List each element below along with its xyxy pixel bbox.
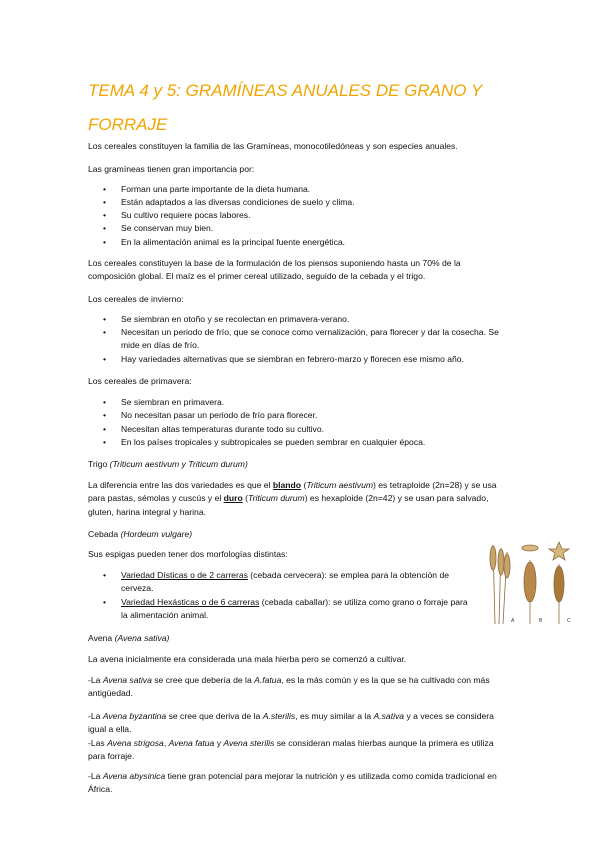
list-item (121, 569, 471, 596)
page-title: TEMA 4 y 5: GRAMÍNEAS ANUALES DE GRANO Y FORRAJE (88, 81, 482, 134)
fig-label-b: B (539, 618, 543, 624)
list-item: No necesitan pasar un periodo de frío para florecer. (121, 410, 318, 420)
avena-text: se cree que debería de la (151, 675, 255, 685)
trigo-latin-aestivum: Triticum aestivum (306, 480, 374, 490)
intro-paragraph: Los cereales constituyen la familia de las Gramíneas, monocotiledóneas y son especies anuales. (88, 141, 458, 151)
avena-text: , (163, 738, 169, 748)
trigo-text: La diferencia entre las dos variedades es que el (88, 480, 271, 490)
list-item (121, 596, 471, 623)
bullet: • (103, 597, 107, 607)
bullet: • (103, 327, 107, 337)
avena-latin: (Avena sativa) (114, 633, 170, 643)
avena-text: -La (88, 771, 103, 781)
avena-text: y (214, 738, 224, 748)
fig-label-a: A (511, 618, 515, 624)
avena-heading (88, 632, 508, 645)
trigo-paragraph (88, 479, 508, 519)
avena-latin-sativa: Avena sativa (102, 675, 152, 685)
avena-latin-sativa: A.sativa (373, 711, 405, 721)
list-item: Necesitan altas temperaturas durante todo su cultivo. (121, 424, 325, 434)
avena-text: , es muy similar a la (295, 711, 374, 721)
avena-text: -Las (88, 738, 108, 748)
avena-abysinica-paragraph (88, 770, 508, 797)
bullet: • (103, 437, 107, 447)
list-item: Necesitan un periodo de frío, que se conoce como vernalización, para florecer y dar la cosecha. Se mide en días de frío. (121, 327, 499, 351)
trigo-duro: duro (223, 493, 243, 504)
barley-illustration (481, 540, 576, 625)
bullet: • (103, 237, 107, 247)
list-item: Su cultivo requiere pocas labores. (121, 210, 251, 220)
avena-latin-strigosa: Avena strigosa (107, 738, 164, 748)
list-item: Se siembran en otoño y se recolectan en primavera-verano. (121, 314, 350, 324)
cebada-latin: (Hordeum vulgare) (120, 529, 193, 539)
pienso-paragraph: Los cereales constituyen la base de la formulación de los piensos suponiendo hasta un 70% de la composición global. El maíz es el primer cereal utilizado, seguido de la cebada y el trigo. (88, 258, 461, 282)
avena-byzantina-paragraph (88, 710, 508, 737)
bullet: • (103, 354, 107, 364)
bullet: • (103, 424, 107, 434)
variety-text: (cebada cervecera): se emplea para la obtención de cerveza. (121, 570, 450, 594)
importance-heading: Las gramíneas tienen gran importancia por: (88, 164, 255, 174)
avena-latin-sterilis: A.sterilis (262, 711, 296, 721)
variety-text: (cebada caballar): se utiliza como grano o forraje para la alimentación animal. (121, 597, 468, 621)
fig-label-c: C (567, 618, 571, 624)
avena-text: se consideran malas hierbas aunque la primera es utiliza para forraje. (88, 738, 494, 762)
cebada-heading (88, 528, 508, 541)
avena-latin-sterilis: Avena sterilis (223, 738, 275, 748)
winter-heading: Los cereales de invierno: (88, 294, 184, 304)
variety-hexasticas: Variedad Hexásticas o de 6 carreras (121, 597, 260, 607)
bullet: • (103, 397, 107, 407)
bullet: • (103, 410, 107, 420)
avena-strigosa-paragraph (88, 737, 508, 764)
list-item: Hay variedades alternativas que se siembran en febrero-marzo y florecen ese mismo año. (121, 354, 464, 364)
trigo-latin: (Triticum aestivum y Triticum durum) (109, 459, 248, 469)
list-item: Se conservan muy bien. (121, 223, 214, 233)
spring-heading: Los cereales de primavera: (88, 376, 192, 386)
bullet: • (103, 197, 107, 207)
trigo-text: ) es tetraploide (2n=28) y se usa para pastas, sémolas y cuscús y el (88, 480, 497, 504)
trigo-name: Trigo (88, 459, 108, 469)
trigo-text: ( (303, 480, 307, 490)
trigo-text: ( (245, 493, 249, 504)
variety-disticas: Variedad Dísticas o de 2 carreras (121, 570, 248, 580)
avena-text: -La (88, 711, 103, 721)
avena-text: tiene gran potencial para mejorar la nutrición y es utilizada como comida tradicional en África. (88, 771, 497, 795)
bullet: • (103, 314, 107, 324)
trigo-heading (88, 458, 508, 471)
avena-latin-byzantina: Avena byzantina (102, 711, 167, 721)
avena-sativa-paragraph (88, 674, 508, 701)
list-item: Se siembran en primavera. (121, 397, 225, 407)
cebada-intro: Sus espigas pueden tener dos morfologías distintas: (88, 549, 288, 559)
avena-latin-abysinica: Avena abysinica (102, 771, 166, 781)
avena-latin-fatua: A.fatua (254, 675, 282, 685)
list-item: Forman una parte importante de la dieta humana. (121, 184, 311, 194)
avena-text: y a veces se considera igual a ella. (88, 711, 494, 735)
bullet: • (103, 184, 107, 194)
trigo-text: ) es hexaploide (2n=42) y se usan para salvado, gluten, harina integral y harina. (88, 493, 489, 517)
avena-text: -La (88, 675, 103, 685)
trigo-blando: blando (272, 480, 302, 490)
cebada-name: Cebada (88, 529, 119, 539)
avena-name: Avena (88, 633, 113, 643)
bullet: • (103, 223, 107, 233)
avena-intro: La avena inicialmente era considerada una mala hierba pero se comenzó a cultivar. (88, 654, 407, 664)
bullet: • (103, 210, 107, 220)
avena-text: , es la más común y es la que se ha cultivado con más antigüedad. (88, 675, 490, 699)
list-item: En la alimentación animal es la principal fuente energética. (121, 237, 346, 247)
list-item: Están adaptados a las diversas condiciones de suelo y clima. (121, 197, 355, 207)
trigo-latin-durum: Triticum durum (248, 493, 305, 504)
list-item: En los países tropicales y subtropicales se pueden sembrar en cualquier época. (121, 437, 426, 447)
bullet: • (103, 570, 107, 580)
avena-latin-fatua: Avena fatua (168, 738, 215, 748)
avena-text: se cree que deriva de la (166, 711, 263, 721)
